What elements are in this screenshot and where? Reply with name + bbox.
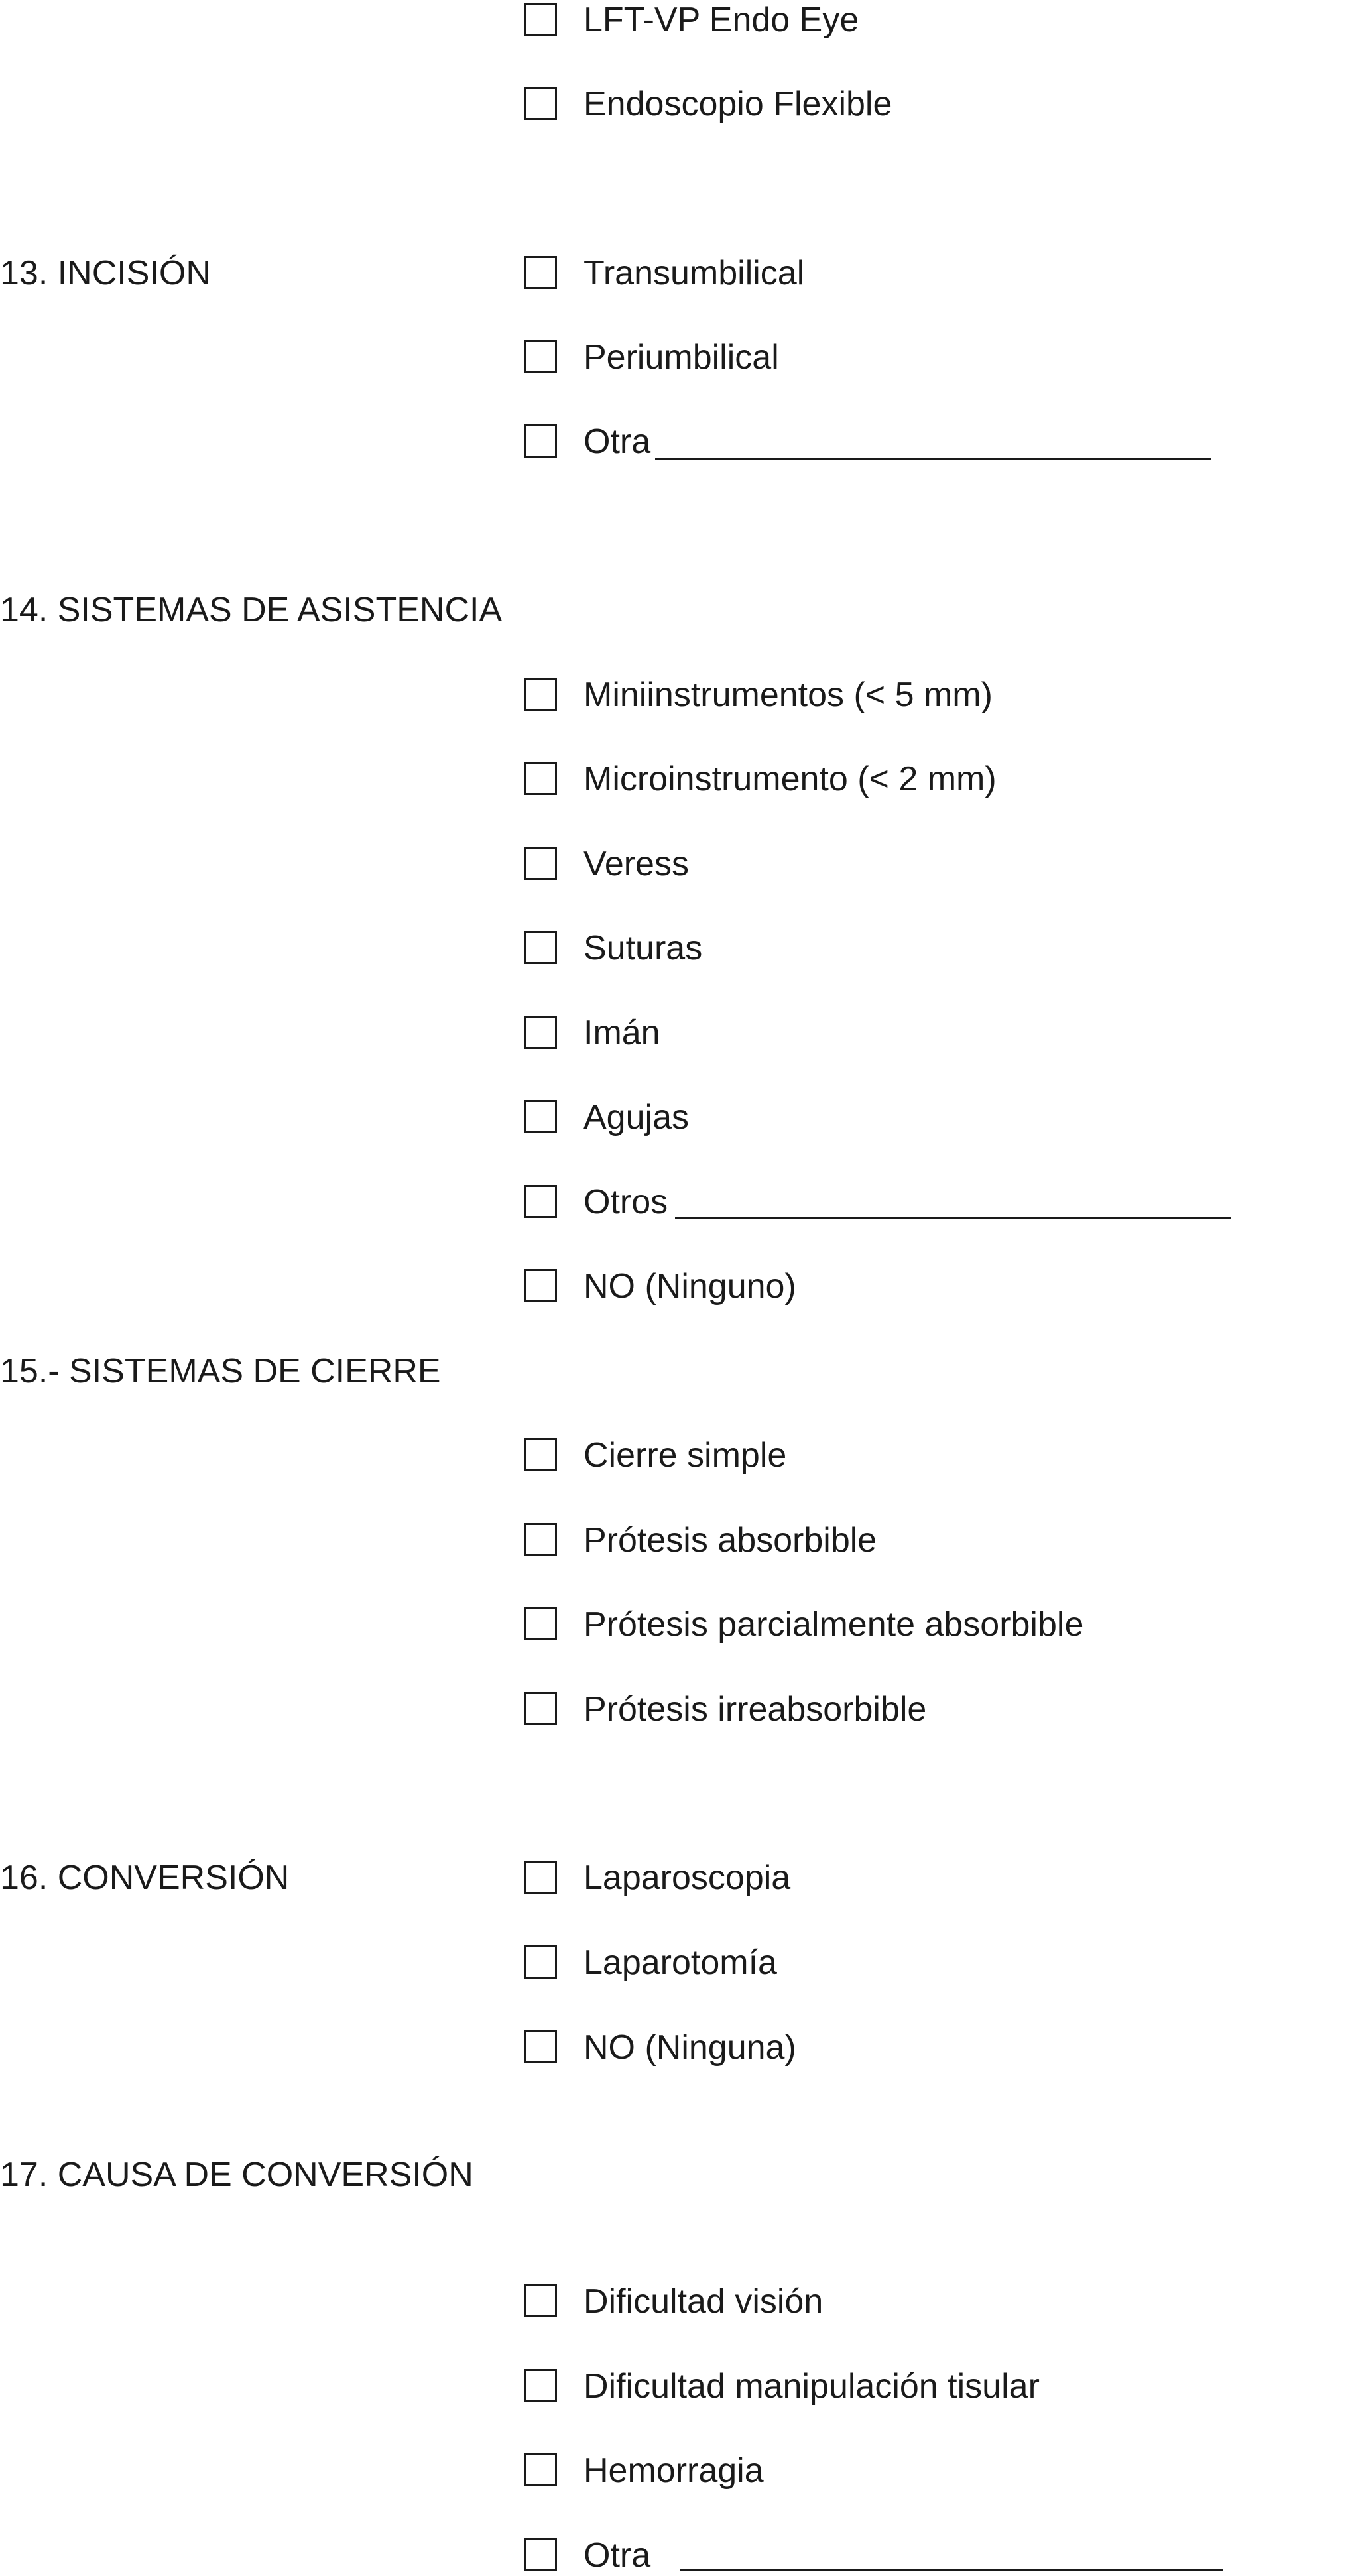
checkbox-dificultad-vision[interactable] — [524, 2284, 557, 2317]
option-label: NO (Ninguna) — [583, 2028, 796, 2067]
option-label: Endoscopio Flexible — [583, 85, 892, 123]
section-title-sistemas-asistencia: 14. SISTEMAS DE ASISTENCIA — [0, 591, 503, 629]
section-title-causa-conversion: 17. CAUSA DE CONVERSIÓN — [0, 2156, 473, 2194]
checkbox-transumbilical[interactable] — [524, 256, 557, 289]
option-label: Suturas — [583, 929, 703, 967]
section-title-incision: 13. INCISIÓN — [0, 254, 211, 292]
checkbox-laparoscopia[interactable] — [524, 1861, 557, 1894]
checkbox-agujas[interactable] — [524, 1100, 557, 1133]
checkbox-ninguno[interactable] — [524, 1269, 557, 1302]
checkbox-veress[interactable] — [524, 847, 557, 880]
option-label: LFT-VP Endo Eye — [583, 1, 859, 39]
option-label: Transumbilical — [583, 254, 805, 292]
option-label: Dificultad visión — [583, 2282, 824, 2321]
option-label: Otra — [583, 2536, 651, 2575]
option-label: Prótesis absorbible — [583, 1521, 877, 1560]
checkbox-otros-asistencia[interactable] — [524, 1185, 557, 1218]
other-write-in-line[interactable] — [680, 2569, 1223, 2571]
checkbox-dificultad-manipulacion-tisular[interactable] — [524, 2369, 557, 2402]
option-label: Veress — [583, 845, 689, 883]
checkbox-microinstrumento[interactable] — [524, 762, 557, 795]
option-label: Cierre simple — [583, 1436, 787, 1475]
other-write-in-line[interactable] — [675, 1217, 1231, 1219]
option-label: Agujas — [583, 1098, 689, 1136]
option-label: Microinstrumento (< 2 mm) — [583, 760, 997, 798]
checkbox-protesis-absorbible[interactable] — [524, 1523, 557, 1556]
option-label: Dificultad manipulación tisular — [583, 2367, 1040, 2406]
checkbox-laparotomia[interactable] — [524, 1945, 557, 1979]
checkbox-otra-incision[interactable] — [524, 424, 557, 458]
option-label: Otra — [583, 422, 651, 461]
checkbox-suturas[interactable] — [524, 931, 557, 964]
option-label: Imán — [583, 1014, 660, 1052]
checkbox-ninguna[interactable] — [524, 2030, 557, 2063]
section-title-sistemas-cierre: 15.- SISTEMAS DE CIERRE — [0, 1352, 441, 1390]
section-title-conversion: 16. CONVERSIÓN — [0, 1859, 290, 1897]
checkbox-lft-vp-endo-eye[interactable] — [524, 3, 557, 36]
option-label: Periumbilical — [583, 338, 779, 377]
option-label: Laparoscopia — [583, 1859, 791, 1897]
checkbox-otra-causa[interactable] — [524, 2538, 557, 2571]
checkbox-miniinstrumentos[interactable] — [524, 678, 557, 711]
other-write-in-line[interactable] — [655, 458, 1211, 460]
option-label: NO (Ninguno) — [583, 1267, 796, 1306]
option-label: Otros — [583, 1183, 668, 1221]
option-label: Prótesis irreabsorbible — [583, 1690, 927, 1729]
checkbox-protesis-irreabsorbible[interactable] — [524, 1692, 557, 1725]
option-label: Laparotomía — [583, 1943, 777, 1982]
option-label: Prótesis parcialmente absorbible — [583, 1605, 1084, 1644]
option-label: Miniinstrumentos (< 5 mm) — [583, 676, 993, 714]
checkbox-iman[interactable] — [524, 1016, 557, 1049]
checkbox-protesis-parcialmente-absorbible[interactable] — [524, 1607, 557, 1640]
checkbox-cierre-simple[interactable] — [524, 1438, 557, 1471]
option-label: Hemorragia — [583, 2451, 764, 2490]
checkbox-periumbilical[interactable] — [524, 340, 557, 373]
checkbox-endoscopio-flexible[interactable] — [524, 87, 557, 120]
checkbox-hemorragia[interactable] — [524, 2453, 557, 2486]
